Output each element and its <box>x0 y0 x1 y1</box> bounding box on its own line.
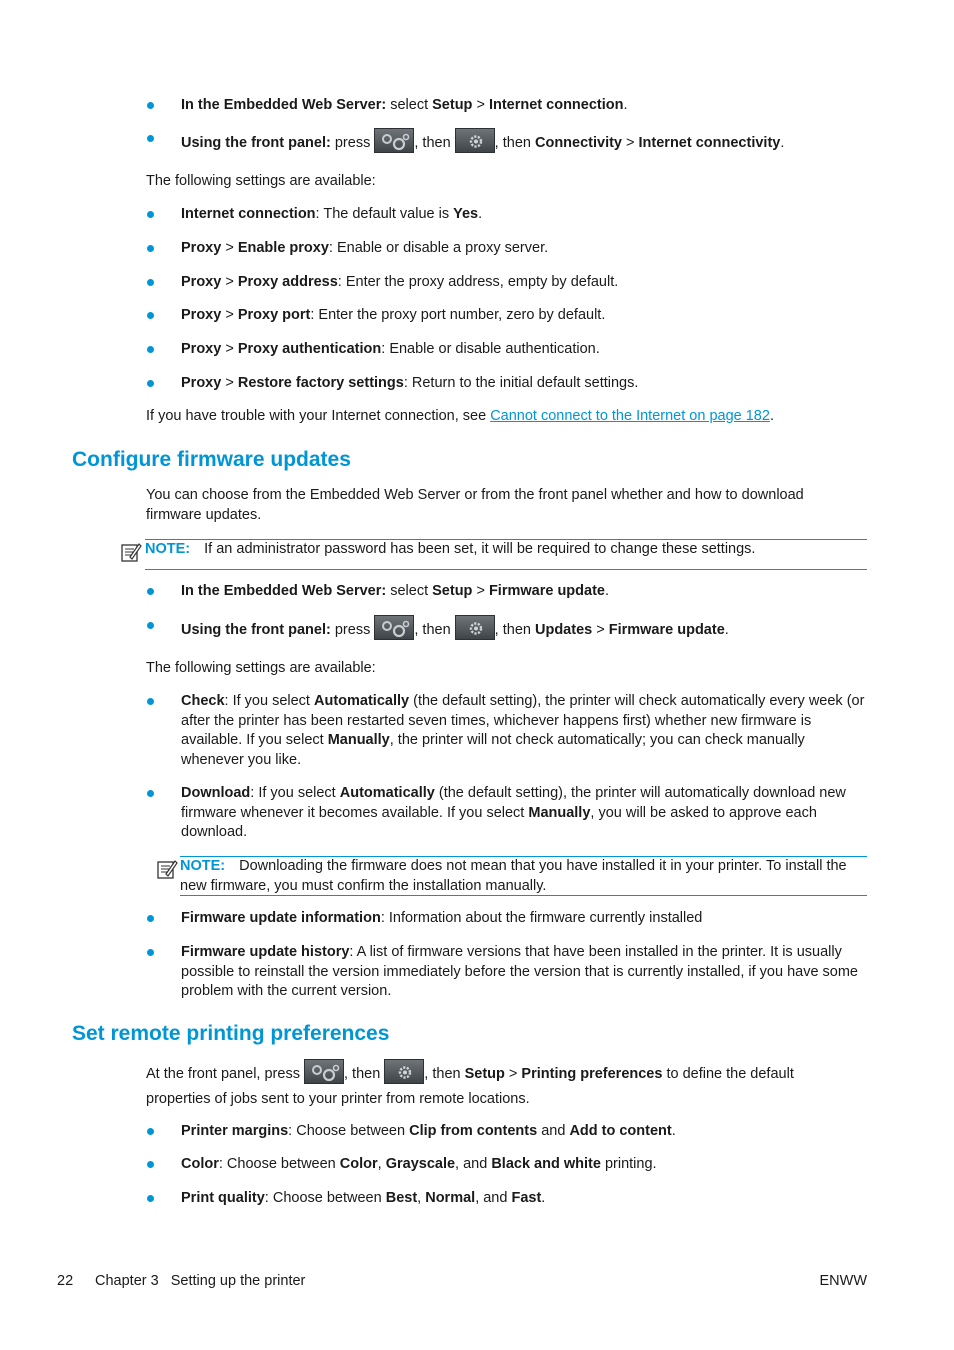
gears-icon <box>374 128 414 153</box>
internet-troubleshoot-link[interactable]: Cannot connect to the Internet on page 182 <box>490 408 770 424</box>
firmware-info-bullet: Firmware update information: Information about the firmware currently installed <box>146 909 868 929</box>
admin-password-note: NOTE: If an administrator password has been set, it will be required to change these settings. <box>145 539 867 570</box>
firmware-settings-intro: The following settings are available: <box>146 660 376 676</box>
ews-firmware-bullet: In the Embedded Web Server: select Setup > Firmware update. <box>146 582 868 602</box>
firmware-heading: Configure firmware updates <box>72 448 351 471</box>
printer-margins-bullet: Printer margins: Choose between Clip from contents and Add to content. <box>146 1122 868 1142</box>
doc-code: ENWW <box>819 1273 867 1289</box>
firmware-history-bullet: Firmware update history: A list of firmware versions that have been installed in the printer. It is usually possible to reinstall the version immediately before the version that is currently installed, if you have some problem with the current version. <box>146 943 868 1002</box>
list-item: Proxy > Restore factory settings: Return to the initial default settings. <box>146 374 868 394</box>
list-item: Proxy > Proxy port: Enter the proxy port number, zero by default. <box>146 306 868 326</box>
gears-icon <box>304 1059 344 1084</box>
print-quality-bullet: Print quality: Choose between Best, Normal, and Fast. <box>146 1189 868 1209</box>
list-item: Proxy > Proxy authentication: Enable or disable authentication. <box>146 340 868 360</box>
ews-internet-bullet: In the Embedded Web Server: select Setup > Internet connection. <box>146 96 868 116</box>
front-panel-internet-bullet: Using the front panel: press , then , then Connectivity > Internet connectivity. <box>146 133 868 153</box>
remote-intro: At the front panel, press , then , then Setup > Printing preferences to define the default properties of jobs sent to your printer from remote locations. <box>146 1062 836 1112</box>
gears-icon <box>374 615 414 640</box>
note-icon <box>156 858 178 880</box>
remote-printing-heading: Set remote printing preferences <box>72 1022 390 1045</box>
front-panel-firmware-bullet: Using the front panel: press , then , then Updates > Firmware update. <box>146 620 868 640</box>
page-number: 22 <box>57 1273 74 1289</box>
firmware-download-note: NOTE: Downloading the firmware does not mean that you have installed it in your printer. To install the new firmware, you must confirm the installation manually. <box>180 856 867 896</box>
note-icon <box>120 541 142 563</box>
chapter-title: Chapter 3 Setting up the printer <box>95 1273 306 1289</box>
gear-icon <box>455 128 495 153</box>
list-item: Internet connection: The default value is Yes. <box>146 205 868 225</box>
list-item: Proxy > Proxy address: Enter the proxy address, empty by default. <box>146 273 868 293</box>
trouble-paragraph: If you have trouble with your Internet connection, see Cannot connect to the Internet on page 182. <box>146 408 774 424</box>
color-bullet: Color: Choose between Color, Grayscale, and Black and white printing. <box>146 1155 868 1175</box>
list-item: Proxy > Enable proxy: Enable or disable a proxy server. <box>146 239 868 259</box>
download-bullet: Download: If you select Automatically (the default setting), the printer will automatically download new firmware whenever it becomes available. If you select Manually, you will be asked to approve each download. <box>146 784 868 843</box>
settings-intro: The following settings are available: <box>146 173 376 189</box>
check-bullet: Check: If you select Automatically (the default setting), the printer will check automatically every week (or after the printer has been restarted seven times, whichever happens first) whether new firmware is available. If you select Manually, the printer will not check automatically; you can check manually whenever you like. <box>146 692 868 770</box>
firmware-intro: You can choose from the Embedded Web Server or from the front panel whether and how to download firmware updates. <box>146 487 804 523</box>
gear-icon <box>455 615 495 640</box>
gear-icon <box>384 1059 424 1084</box>
